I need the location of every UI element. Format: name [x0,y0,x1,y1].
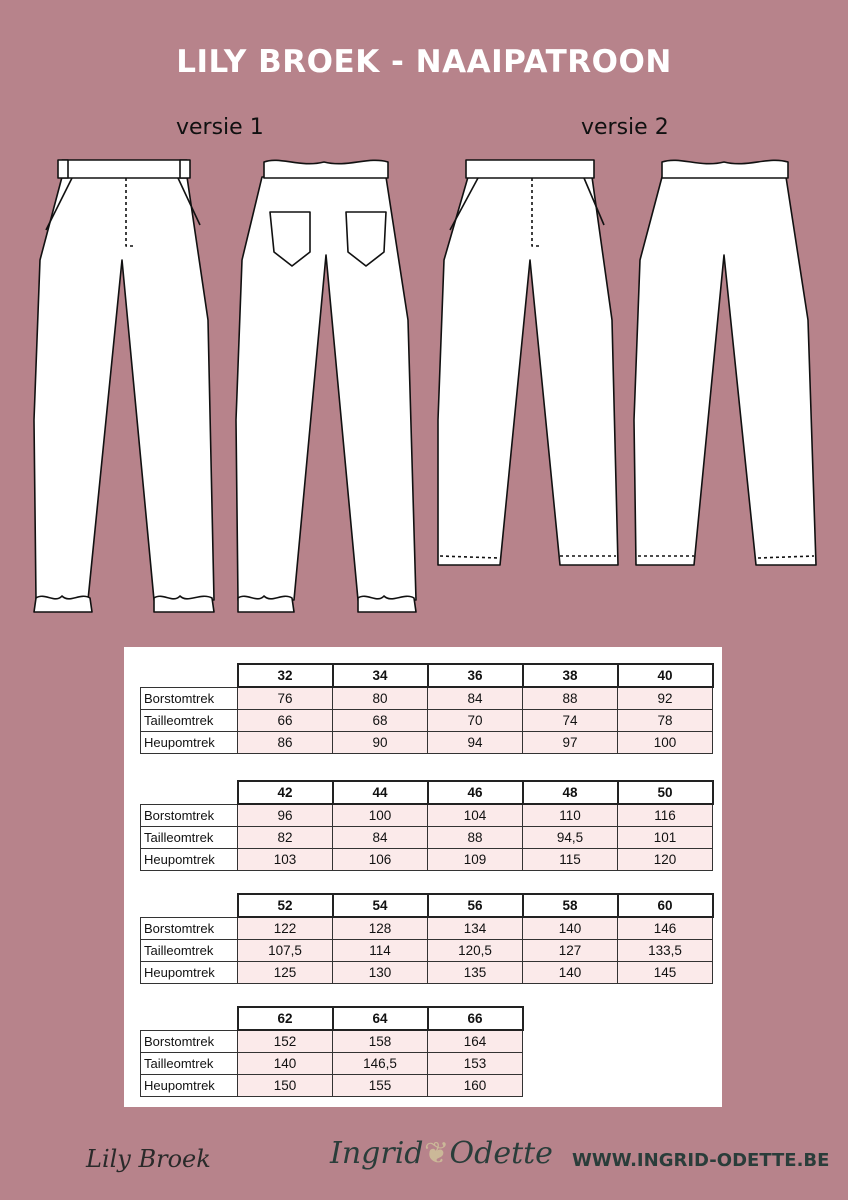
size-header: 50 [618,781,713,804]
version-1-label: versie 1 [176,115,264,140]
row-label: Borstomtrek [141,917,238,940]
size-table-2 [140,780,714,871]
table-row [141,849,713,871]
cell: 90 [333,732,428,754]
cell: 97 [523,732,618,754]
cell: 133,5 [618,940,713,962]
leaf-icon: ❦ [423,1136,450,1171]
table-row [141,804,713,827]
cell: 94 [428,732,523,754]
cell: 128 [333,917,428,940]
cell: 76 [238,687,333,710]
size-header: 58 [523,894,618,917]
version-1-back-pants [236,160,416,612]
cell: 88 [523,687,618,710]
cell: 146 [618,917,713,940]
cell: 84 [333,827,428,849]
cell: 135 [428,962,523,984]
row-label: Tailleomtrek [141,710,238,732]
cell: 160 [428,1075,523,1097]
cell: 66 [238,710,333,732]
cell: 155 [333,1075,428,1097]
size-header: 36 [428,664,523,687]
cell: 145 [618,962,713,984]
row-label: Heupomtrek [141,849,238,871]
table-row [141,1075,523,1097]
size-header: 60 [618,894,713,917]
table-row [141,827,713,849]
cell: 110 [523,804,618,827]
table-row [141,1030,523,1053]
row-label: Tailleomtrek [141,827,238,849]
cell: 88 [428,827,523,849]
cell: 82 [238,827,333,849]
size-table-1 [140,663,714,754]
footer-pattern-name: Lily Broek [86,1145,211,1173]
size-header: 44 [333,781,428,804]
cell: 100 [333,804,428,827]
row-label: Tailleomtrek [141,940,238,962]
cell: 70 [428,710,523,732]
row-label: Heupomtrek [141,1075,238,1097]
size-header: 54 [333,894,428,917]
row-label: Borstomtrek [141,804,238,827]
cell: 146,5 [333,1053,428,1075]
cell: 127 [523,940,618,962]
size-header: 42 [238,781,333,804]
cell: 134 [428,917,523,940]
row-label: Borstomtrek [141,1030,238,1053]
cell: 140 [523,962,618,984]
cell: 86 [238,732,333,754]
size-header: 56 [428,894,523,917]
table-row [141,962,713,984]
size-header: 34 [333,664,428,687]
table-row [141,687,713,710]
cell: 84 [428,687,523,710]
size-header: 48 [523,781,618,804]
size-header: 52 [238,894,333,917]
size-header: 46 [428,781,523,804]
brand-name-left: Ingrid [330,1136,424,1171]
version-2-front-pants [438,160,618,565]
pants-illustrations [0,150,848,620]
table-row [141,710,713,732]
cell: 140 [238,1053,333,1075]
cell: 80 [333,687,428,710]
cell: 140 [523,917,618,940]
version-2-back-pants [634,160,816,565]
table-row [141,732,713,754]
brand-logo [330,1136,553,1171]
cell: 107,5 [238,940,333,962]
cell: 109 [428,849,523,871]
version-2-label: versie 2 [581,115,669,140]
cell: 122 [238,917,333,940]
cell: 120 [618,849,713,871]
cell: 158 [333,1030,428,1053]
size-header: 66 [428,1007,523,1030]
row-label: Borstomtrek [141,687,238,710]
cell: 101 [618,827,713,849]
row-label: Heupomtrek [141,962,238,984]
page-title: LILY BROEK - NAAIPATROON [176,44,672,80]
table-row [141,917,713,940]
website-link[interactable]: WWW.INGRID-ODETTE.BE [572,1150,830,1171]
size-table-4 [140,1006,524,1097]
cell: 100 [618,732,713,754]
row-label: Tailleomtrek [141,1053,238,1075]
cell: 164 [428,1030,523,1053]
cell: 125 [238,962,333,984]
size-table-3 [140,893,714,984]
cell: 115 [523,849,618,871]
cell: 96 [238,804,333,827]
cell: 150 [238,1075,333,1097]
size-header: 64 [333,1007,428,1030]
cell: 114 [333,940,428,962]
cell: 104 [428,804,523,827]
size-header: 32 [238,664,333,687]
brand-name-right: Odette [449,1136,553,1171]
size-header: 40 [618,664,713,687]
cell: 152 [238,1030,333,1053]
cell: 106 [333,849,428,871]
table-row [141,1053,523,1075]
version-1-front-pants [34,160,214,612]
cell: 153 [428,1053,523,1075]
size-header: 38 [523,664,618,687]
table-row [141,940,713,962]
cell: 120,5 [428,940,523,962]
cell: 68 [333,710,428,732]
cell: 92 [618,687,713,710]
cell: 103 [238,849,333,871]
row-label: Heupomtrek [141,732,238,754]
cell: 74 [523,710,618,732]
size-header: 62 [238,1007,333,1030]
cell: 130 [333,962,428,984]
cell: 78 [618,710,713,732]
cell: 116 [618,804,713,827]
cell: 94,5 [523,827,618,849]
